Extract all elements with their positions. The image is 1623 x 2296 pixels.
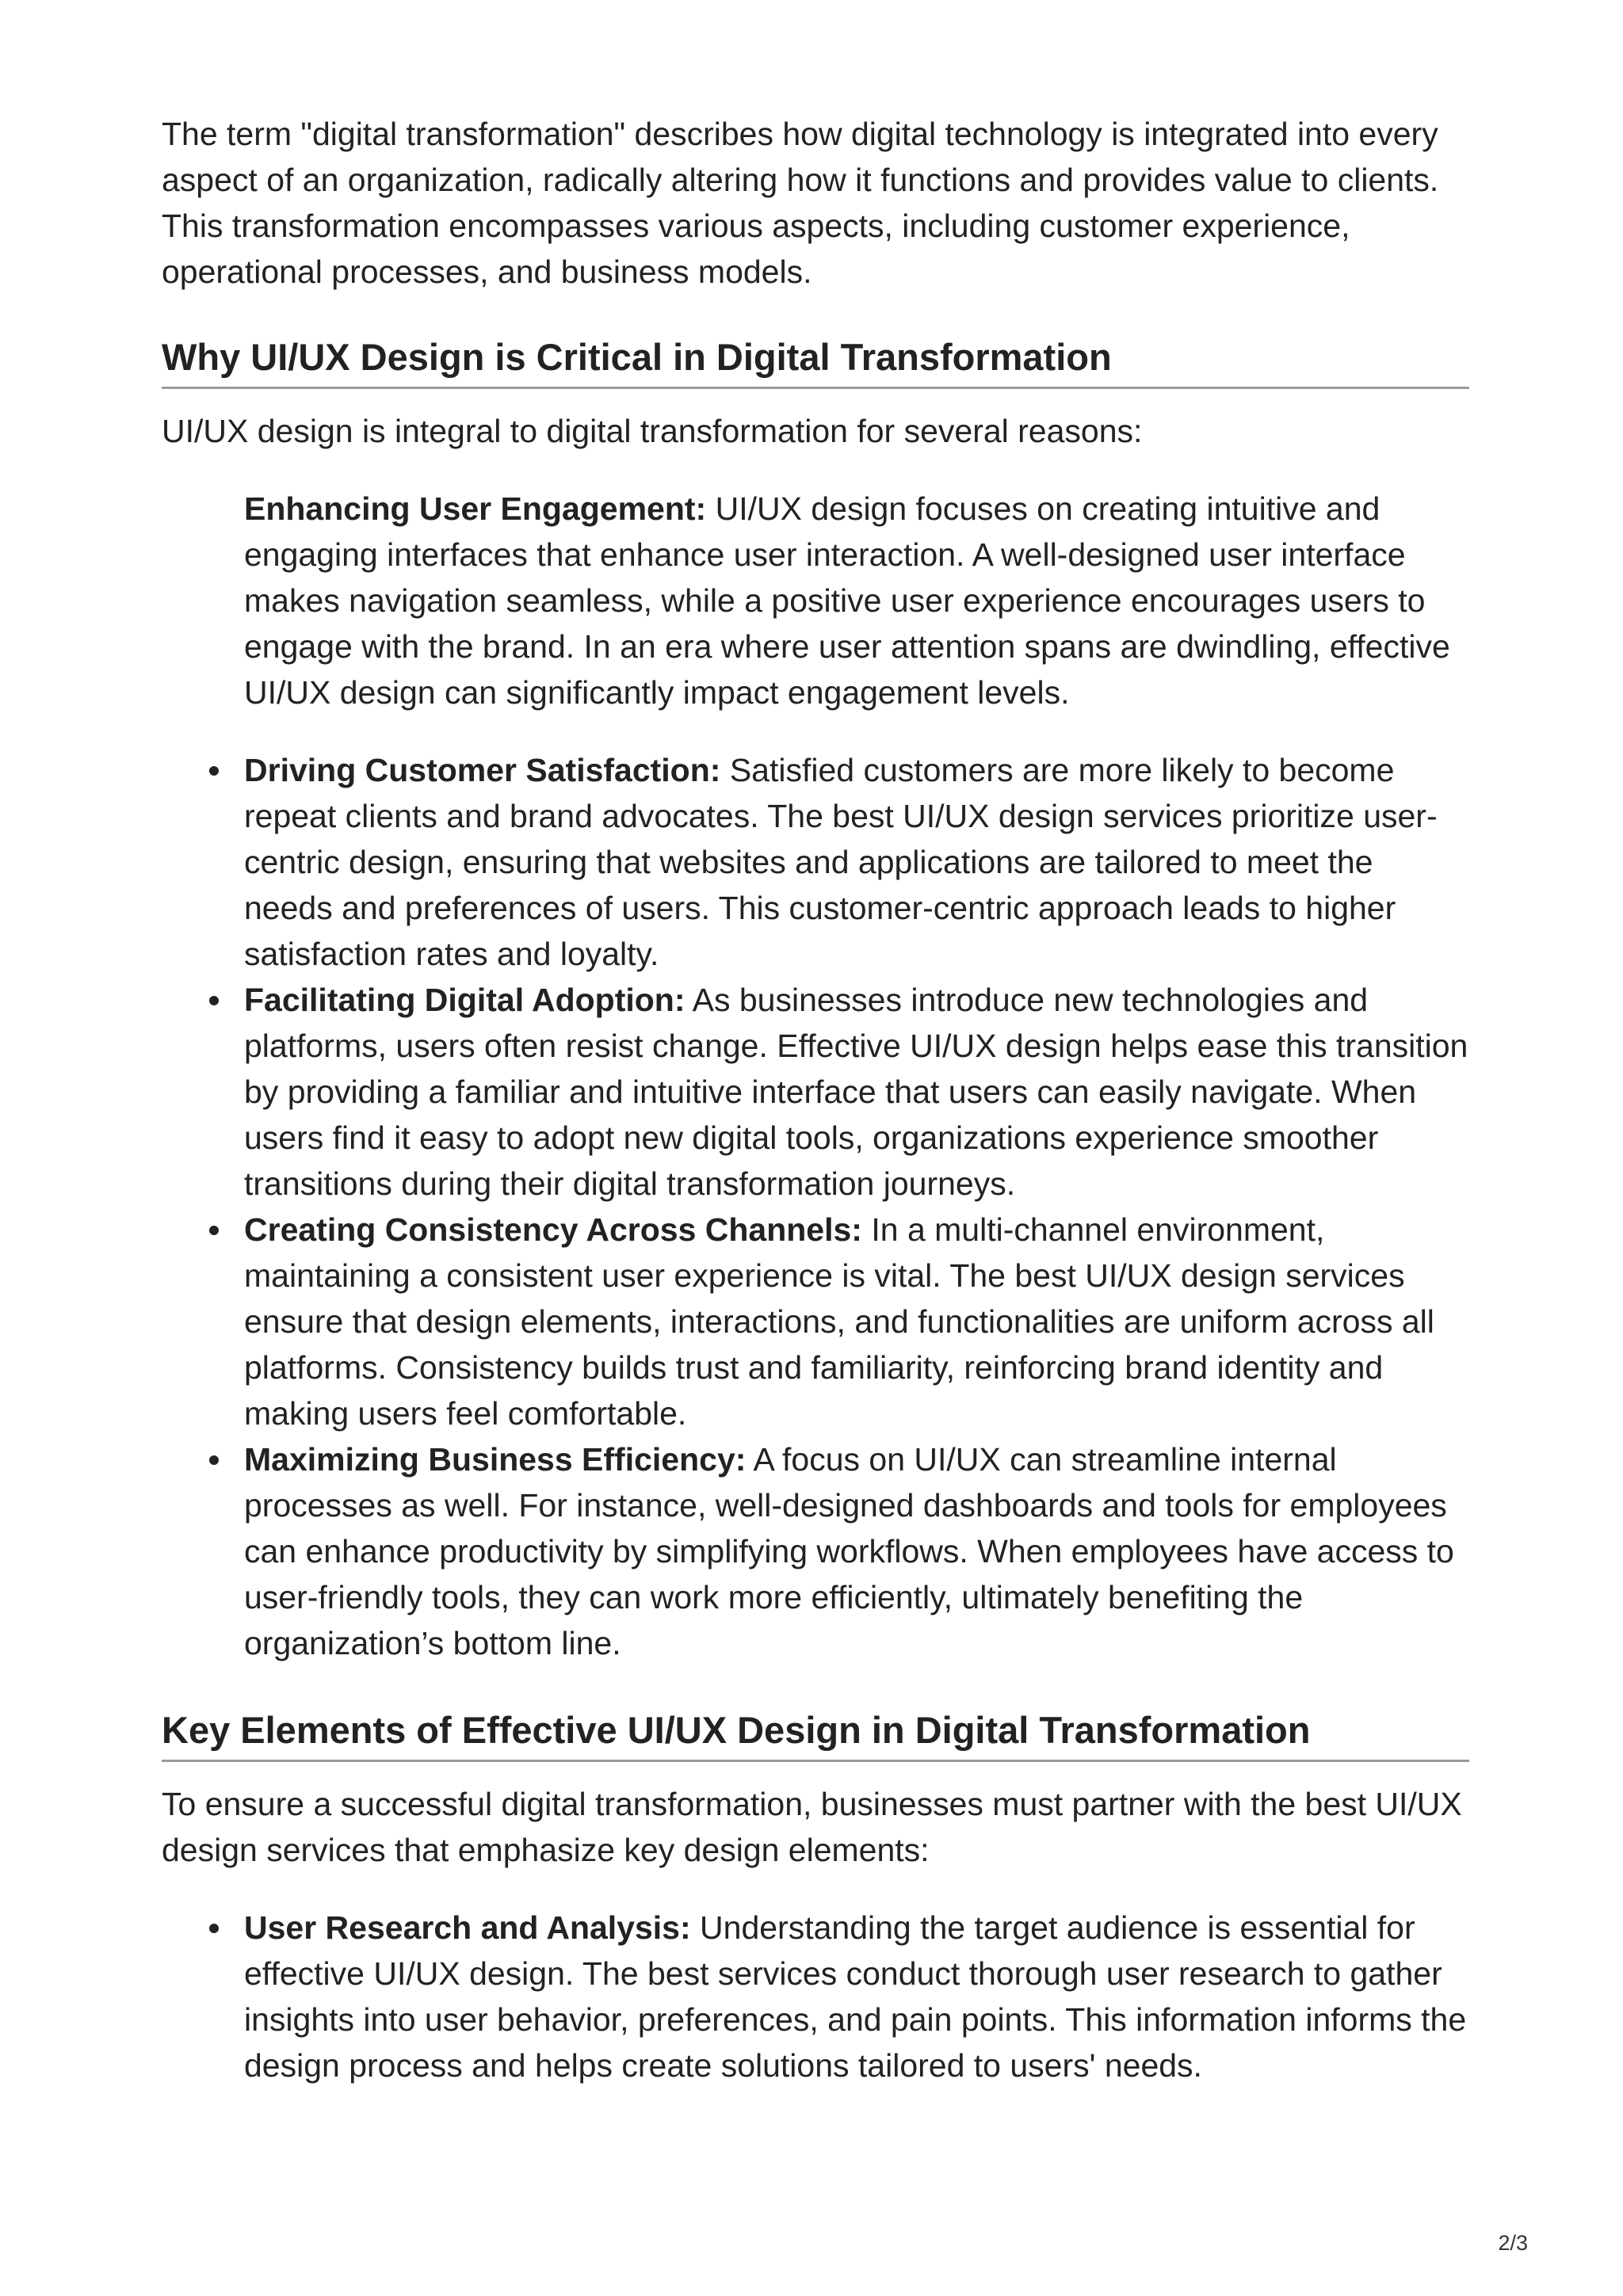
list-item-text: Understanding the target audience is essential for effective UI/UX design. The best services conduct thorough user research to gather insights into user behavior, preferences, and pain points. This information informs the design process and helps create solutions tailored to users' needs. — [244, 1909, 1467, 2084]
bullet-icon — [209, 1924, 219, 1933]
list-item-title: Facilitating Digital Adoption: — [244, 982, 685, 1018]
bullet-icon — [209, 1226, 219, 1235]
list-item — [244, 747, 1469, 977]
bullet-icon — [209, 996, 219, 1005]
list-item-text: As businesses introduce new technologies and platforms, users often resist change. Effective UI/UX design helps ease this transition by providing a familiar and intuitive interface that users can easily navigate. When users find it easy to adopt new digital tools, organizations experience smoother transitions during their digital transformation journeys. — [244, 982, 1468, 1202]
list-item-text: In a multi-channel environment, maintaining a consistent user experience is vital. The best UI/UX design services ensure that design elements, interactions, and functionalities are uniform across all platforms. Consistency builds trust and familiarity, reinforcing brand identity and making users feel comfortable. — [244, 1211, 1434, 1432]
list-item-user-engagement — [244, 486, 1469, 715]
section-lead-why-uiux: UI/UX design is integral to digital transformation for several reasons: — [162, 413, 1143, 449]
list-item-text: A focus on UI/UX can streamline internal processes as well. For instance, well-designed dashboards and tools for employees can enhance productivity by simplifying workflows. When employees have access to user-friendly tools, they can work more efficiently, ultimately benefiting the organization’s bottom line. — [244, 1441, 1454, 1661]
list-item-title: Driving Customer Satisfaction: — [244, 752, 721, 788]
list-item-title: Maximizing Business Efficiency: — [244, 1441, 747, 1478]
page-number: 2/3 — [1498, 2231, 1528, 2255]
list-item-title: Creating Consistency Across Channels: — [244, 1211, 862, 1248]
section-lead-key-elements: To ensure a successful digital transformation, businesses must partner with the best UI/UX design services that emphasize key design elements: — [162, 1786, 1462, 1868]
list-item — [244, 1207, 1469, 1436]
list-item-title: Enhancing User Engagement: — [244, 490, 707, 527]
list-item-text: Satisfied customers are more likely to become repeat clients and brand advocates. The best UI/UX design services prioritize user-centric design, ensuring that websites and applications are tailored to meet the needs and preferences of users. This customer-centric approach leads to higher satisfaction rates and loyalty. — [244, 752, 1438, 972]
bullet-icon — [209, 1455, 219, 1465]
list-item-title: User Research and Analysis: — [244, 1909, 691, 1946]
reasons-list — [162, 747, 1469, 1666]
section-heading-key-elements: Key Elements of Effective UI/UX Design in Digital Transformation — [162, 1707, 1469, 1762]
bullet-icon — [209, 766, 219, 776]
list-item-text: UI/UX design focuses on creating intuitive and engaging interfaces that enhance user interaction. A well-designed user interface makes navigation seamless, while a positive user experience encourages users to engage with the brand. In an era where user attention spans are dwindling, effective UI/UX design can significantly impact engagement levels. — [244, 490, 1450, 711]
list-item — [244, 1436, 1469, 1666]
intro-paragraph: The term "digital transformation" describes how digital technology is integrated into every aspect of an organization, radically altering how it functions and provides value to clients. This transformation encompasses various aspects, including customer experience, operational processes, and business models. — [162, 116, 1439, 290]
document-page — [162, 111, 1469, 2130]
section-heading-why-uiux: Why UI/UX Design is Critical in Digital Transformation — [162, 334, 1469, 389]
list-item — [244, 977, 1469, 1207]
key-elements-list — [162, 1905, 1469, 2088]
list-item — [244, 1905, 1469, 2088]
